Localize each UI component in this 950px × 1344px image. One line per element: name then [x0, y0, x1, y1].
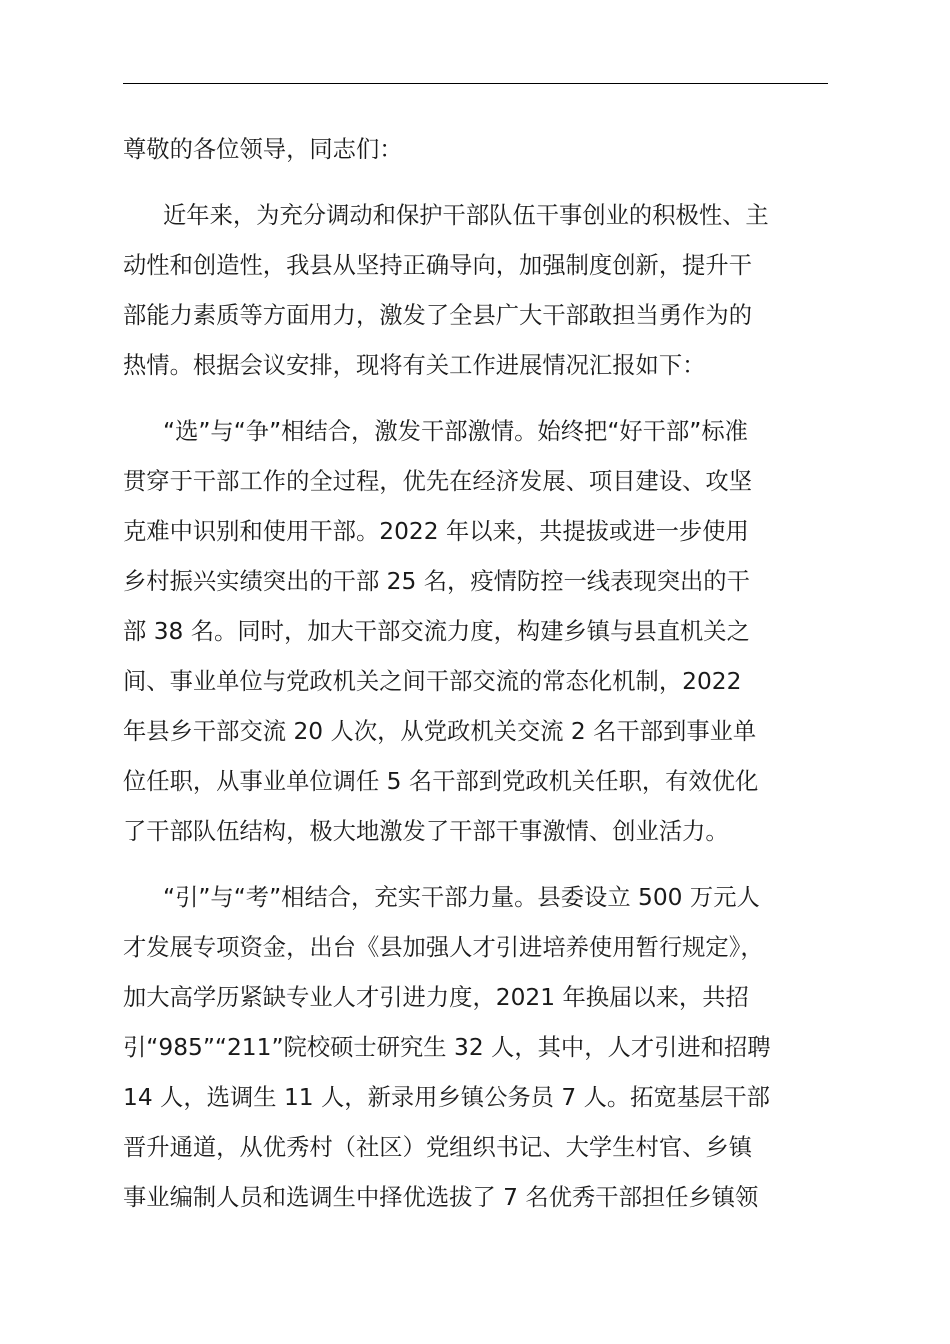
text-line: 晋升通道，从优秀村（社区）党组织书记、大学生村官、乡镇 [123, 1134, 753, 1161]
salutation: 尊敬的各位领导，同志们： [123, 136, 403, 163]
text-line: 间、事业单位与党政机关之间干部交流的常态化机制，2022 [123, 668, 742, 695]
text-line: 部 38 名。同时，加大干部交流力度，构建乡镇与县直机关之 [123, 618, 750, 645]
text-line: 引“985”“211”院校硕士研究生 32 人，其中，人才引进和招聘 [123, 1034, 771, 1061]
text-line: 贯穿于干部工作的全过程，优先在经济发展、项目建设、攻坚 [123, 468, 753, 495]
header-rule [123, 83, 828, 84]
text-line: 加大高学历紧缺专业人才引进力度，2021 年换届以来，共招 [123, 984, 749, 1011]
document-body [123, 125, 828, 1223]
text-line: 乡村振兴实绩突出的干部 25 名，疫情防控一线表现突出的干 [123, 568, 750, 595]
text-line: 热情。根据会议安排，现将有关工作进展情况汇报如下： [123, 352, 706, 379]
paragraph-recruitment [123, 873, 828, 1223]
text-line: 位任职，从事业单位调任 5 名干部到党政机关任职，有效优化 [123, 768, 759, 795]
text-line: 部能力素质等方面用力，激发了全县广大干部敢担当勇作为的 [123, 302, 753, 329]
text-line: 了干部队伍结构，极大地激发了干部干事激情、创业活力。 [123, 818, 729, 845]
paragraph-intro [123, 191, 828, 391]
text-line: 动性和创造性，我县从坚持正确导向，加强制度创新，提升干 [123, 252, 753, 279]
text-line: 事业编制人员和选调生中择优选拔了 7 名优秀干部担任乡镇领 [123, 1184, 759, 1211]
text-line: “选”与“争”相结合，激发干部激情。始终把“好干部”标准 [163, 418, 748, 445]
text-line: 近年来，为充分调动和保护干部队伍干事创业的积极性、主 [163, 202, 769, 229]
text-line: “引”与“考”相结合，充实干部力量。县委设立 500 万元人 [163, 884, 760, 911]
text-line: 才发展专项资金，出台《县加强人才引进培养使用暂行规定》， [123, 934, 764, 961]
text-line: 克难中识别和使用干部。2022 年以来，共提拔或进一步使用 [123, 518, 749, 545]
text-line: 年县乡干部交流 20 人次，从党政机关交流 2 名干部到事业单 [123, 718, 757, 745]
paragraph-selection [123, 407, 828, 857]
text-line: 14 人，选调生 11 人，新录用乡镇公务员 7 人。拓宽基层干部 [123, 1084, 770, 1111]
